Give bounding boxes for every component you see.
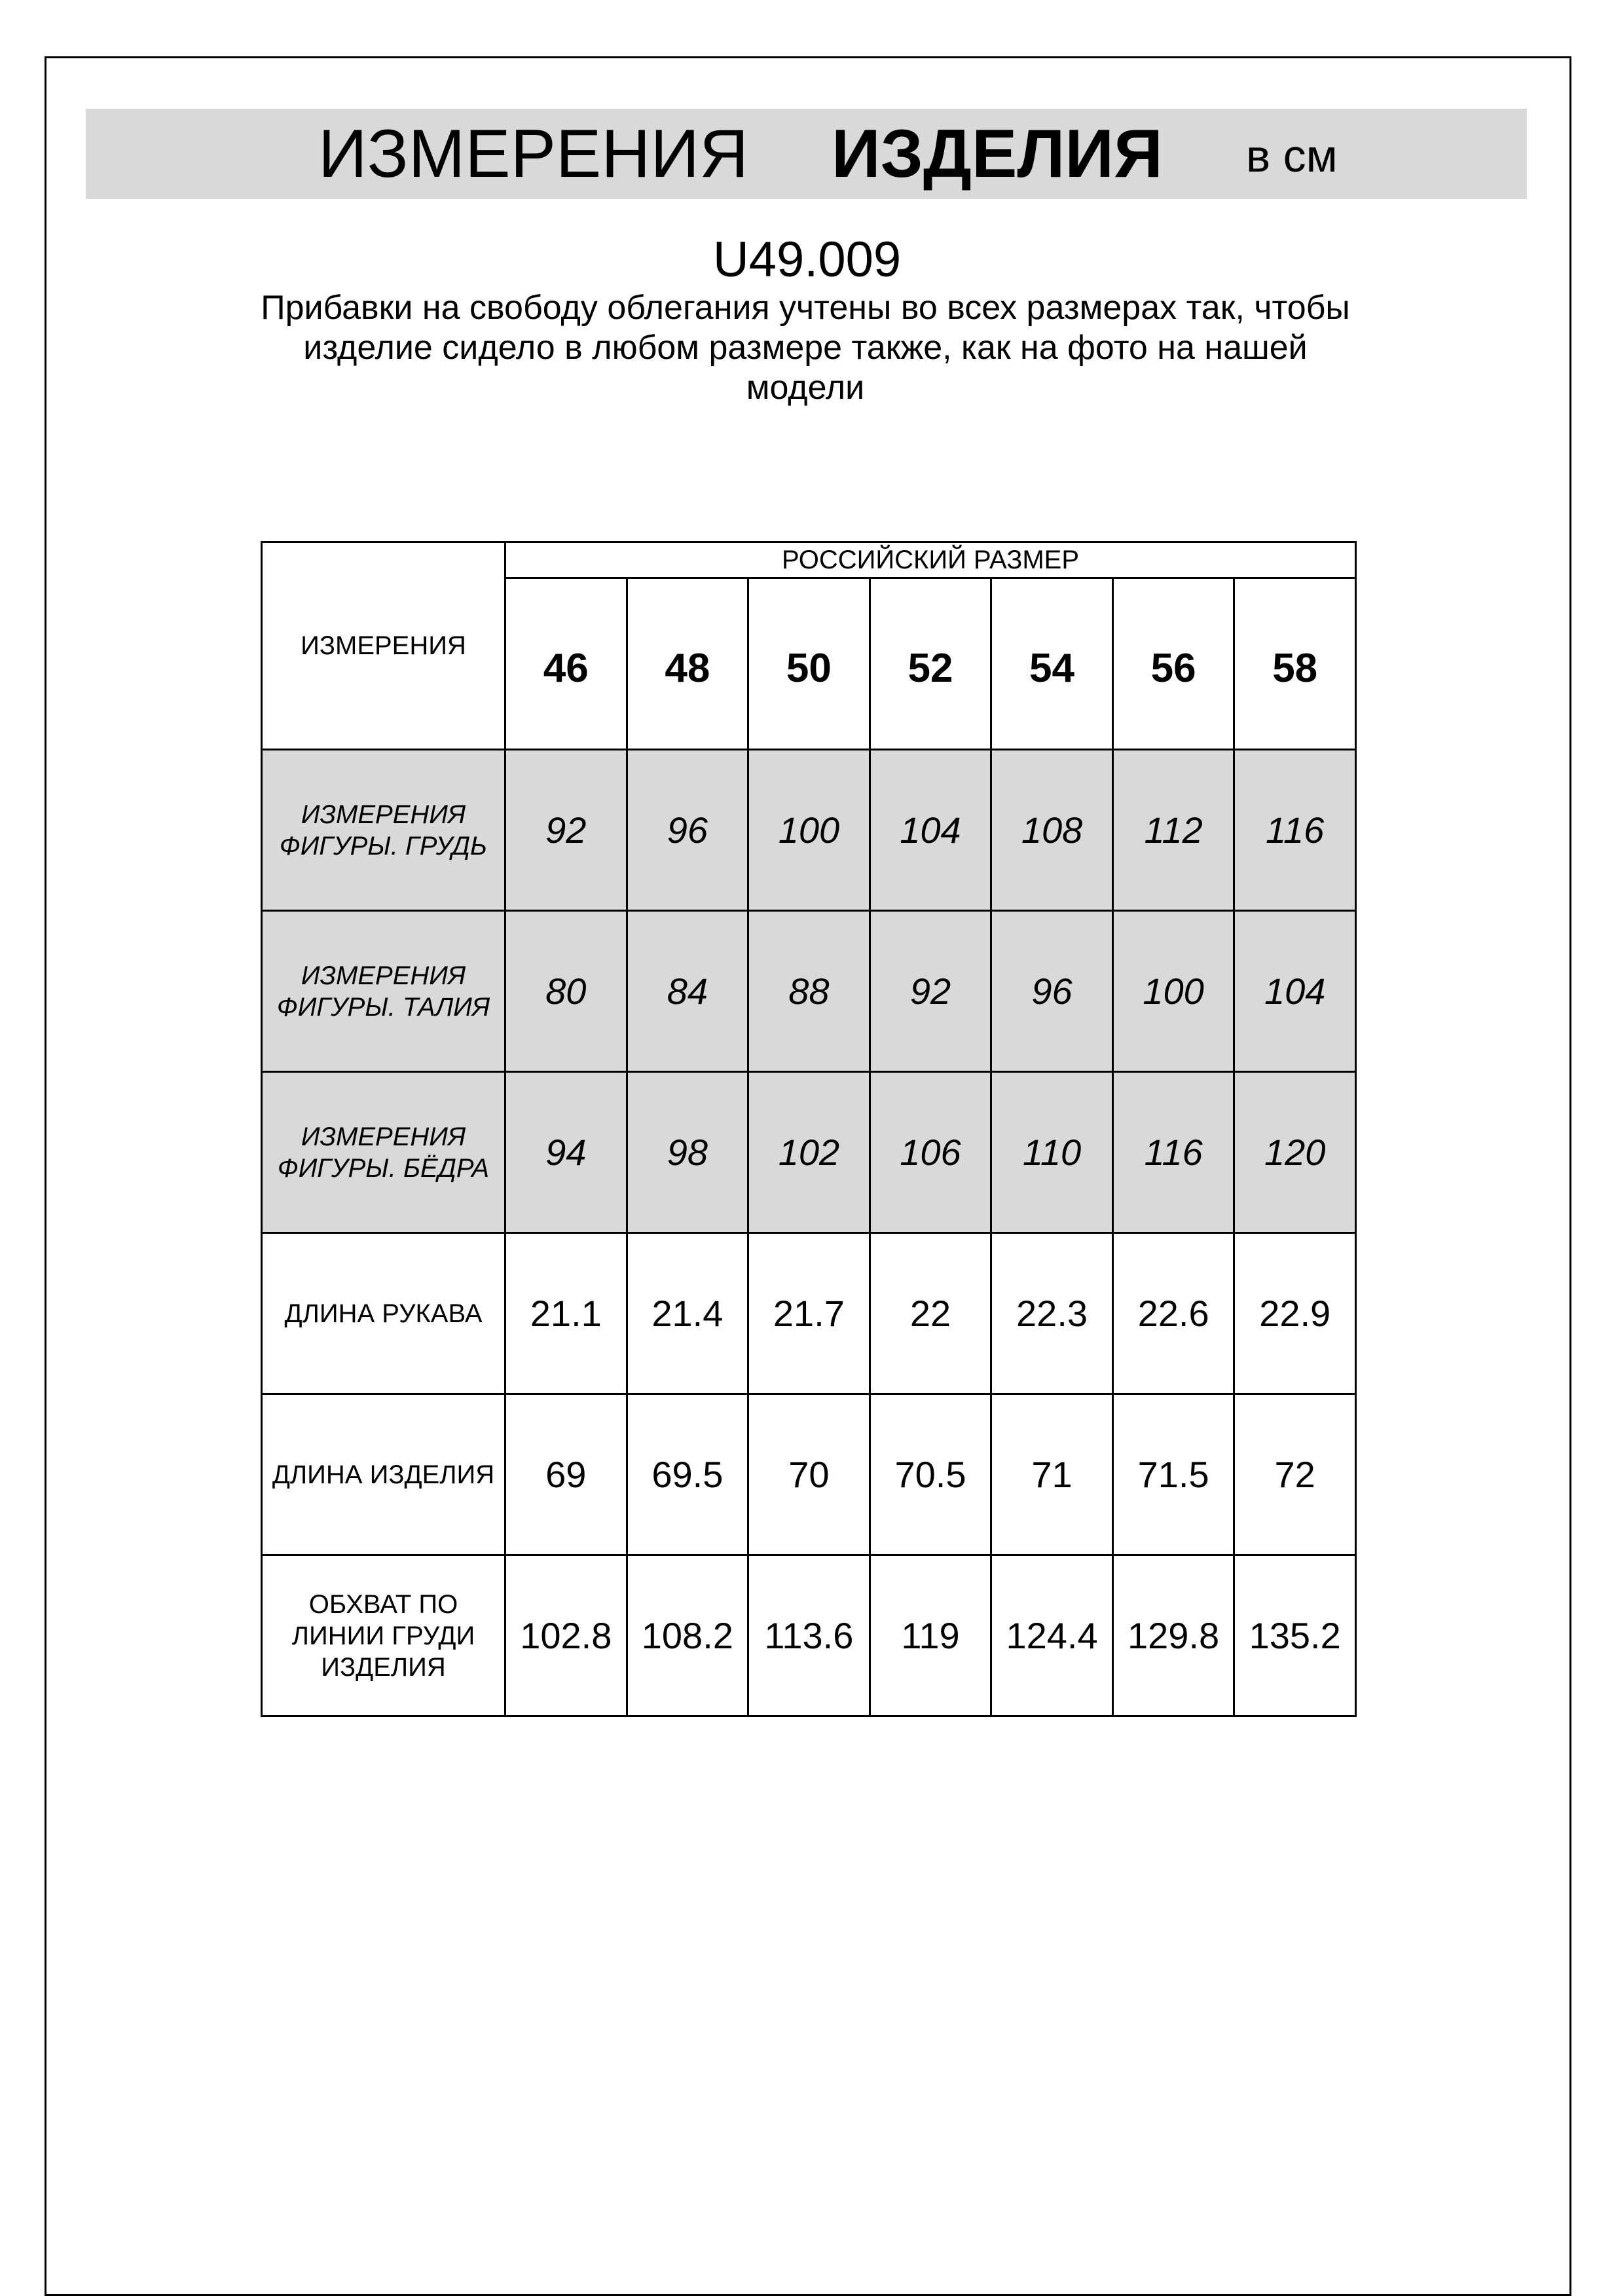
table-row xyxy=(262,911,1356,1072)
cell-value: 106 xyxy=(870,1072,991,1233)
cell-value: 104 xyxy=(1234,911,1356,1072)
row-label-line: ИЗМЕРЕНИЯ xyxy=(301,800,466,829)
fit-note: Прибавки на свободу облегания учтены во всех размерах так, чтобы изделие сидело в любом размере также, как на фото на нашей модели xyxy=(261,289,1350,407)
size-56: 56 xyxy=(1112,578,1234,750)
cell-value: 84 xyxy=(627,911,748,1072)
cell-value: 71 xyxy=(991,1394,1113,1555)
table-row xyxy=(262,750,1356,911)
cell-value: 80 xyxy=(505,911,627,1072)
size-52: 52 xyxy=(870,578,991,750)
cell-value: 129.8 xyxy=(1112,1555,1234,1716)
cell-value: 120 xyxy=(1234,1072,1356,1233)
row-label xyxy=(262,911,505,1072)
cell-value: 108 xyxy=(991,750,1113,911)
cell-value: 21.1 xyxy=(505,1233,627,1394)
cell-value: 96 xyxy=(991,911,1113,1072)
cell-value: 96 xyxy=(627,750,748,911)
cell-value: 124.4 xyxy=(991,1555,1113,1716)
row-label-line: ФИГУРЫ. БЁДРА xyxy=(277,1153,490,1183)
row-label-line: ИЗМЕРЕНИЯ xyxy=(301,961,466,990)
row-label-line: ДЛИНА РУКАВА xyxy=(284,1299,483,1328)
cell-value: 92 xyxy=(505,750,627,911)
cell-value: 92 xyxy=(870,911,991,1072)
cell-value: 22 xyxy=(870,1233,991,1394)
cell-value: 69 xyxy=(505,1394,627,1555)
cell-value: 21.4 xyxy=(627,1233,748,1394)
row-label xyxy=(262,1555,505,1716)
row-label-line: ИЗМЕРЕНИЯ xyxy=(301,1122,466,1151)
cell-value: 110 xyxy=(991,1072,1113,1233)
cell-value: 100 xyxy=(748,750,870,911)
row-label-line: ОБХВАТ ПО xyxy=(308,1589,458,1619)
cell-value: 69.5 xyxy=(627,1394,748,1555)
row-label-line: ЛИНИИ ГРУДИ xyxy=(291,1621,475,1650)
table-row xyxy=(262,1555,1356,1716)
cell-value: 112 xyxy=(1112,750,1234,911)
cell-value: 70 xyxy=(748,1394,870,1555)
cell-value: 70.5 xyxy=(870,1394,991,1555)
cell-value: 102.8 xyxy=(505,1555,627,1716)
size-48: 48 xyxy=(627,578,748,750)
cell-value: 88 xyxy=(748,911,870,1072)
cell-value: 22.3 xyxy=(991,1233,1113,1394)
cell-value: 22.9 xyxy=(1234,1233,1356,1394)
article-number: U49.009 xyxy=(712,232,902,287)
title-measurements: ИЗМЕРЕНИЯ xyxy=(318,116,749,192)
cell-value: 71.5 xyxy=(1112,1394,1234,1555)
row-label-line: ФИГУРЫ. ТАЛИЯ xyxy=(276,992,490,1022)
row-label xyxy=(262,1233,505,1394)
cell-value: 104 xyxy=(870,750,991,911)
cell-value: 102 xyxy=(748,1072,870,1233)
cell-value: 21.7 xyxy=(748,1233,870,1394)
cell-value: 98 xyxy=(627,1072,748,1233)
row-label-line: ДЛИНА ИЗДЕЛИЯ xyxy=(272,1460,495,1489)
size-54: 54 xyxy=(991,578,1113,750)
cell-value: 72 xyxy=(1234,1394,1356,1555)
size-table xyxy=(261,541,1357,1717)
cell-value: 108.2 xyxy=(627,1555,748,1716)
table-row xyxy=(262,1072,1356,1233)
corner-label: ИЗМЕРЕНИЯ xyxy=(262,542,505,750)
size-58: 58 xyxy=(1234,578,1356,750)
size-50: 50 xyxy=(748,578,870,750)
cell-value: 22.6 xyxy=(1112,1233,1234,1394)
title-product: ИЗДЕЛИЯ xyxy=(832,116,1163,192)
table-row xyxy=(262,1394,1356,1555)
row-label-line: ФИГУРЫ. ГРУДЬ xyxy=(279,831,488,861)
cell-value: 116 xyxy=(1112,1072,1234,1233)
row-label xyxy=(262,1072,505,1233)
row-label xyxy=(262,1394,505,1555)
cell-value: 116 xyxy=(1234,750,1356,911)
cell-value: 94 xyxy=(505,1072,627,1233)
row-label xyxy=(262,750,505,911)
row-label-line: ИЗДЕЛИЯ xyxy=(321,1652,446,1682)
cell-value: 135.2 xyxy=(1234,1555,1356,1716)
table-row xyxy=(262,1233,1356,1394)
cell-value: 119 xyxy=(870,1555,991,1716)
cell-value: 100 xyxy=(1112,911,1234,1072)
size-46: 46 xyxy=(505,578,627,750)
cell-value: 113.6 xyxy=(748,1555,870,1716)
size-header-row-top xyxy=(262,542,1356,578)
title-unit: в см xyxy=(1246,130,1338,181)
russian-size-label: РОССИЙСКИЙ РАЗМЕР xyxy=(505,542,1356,578)
